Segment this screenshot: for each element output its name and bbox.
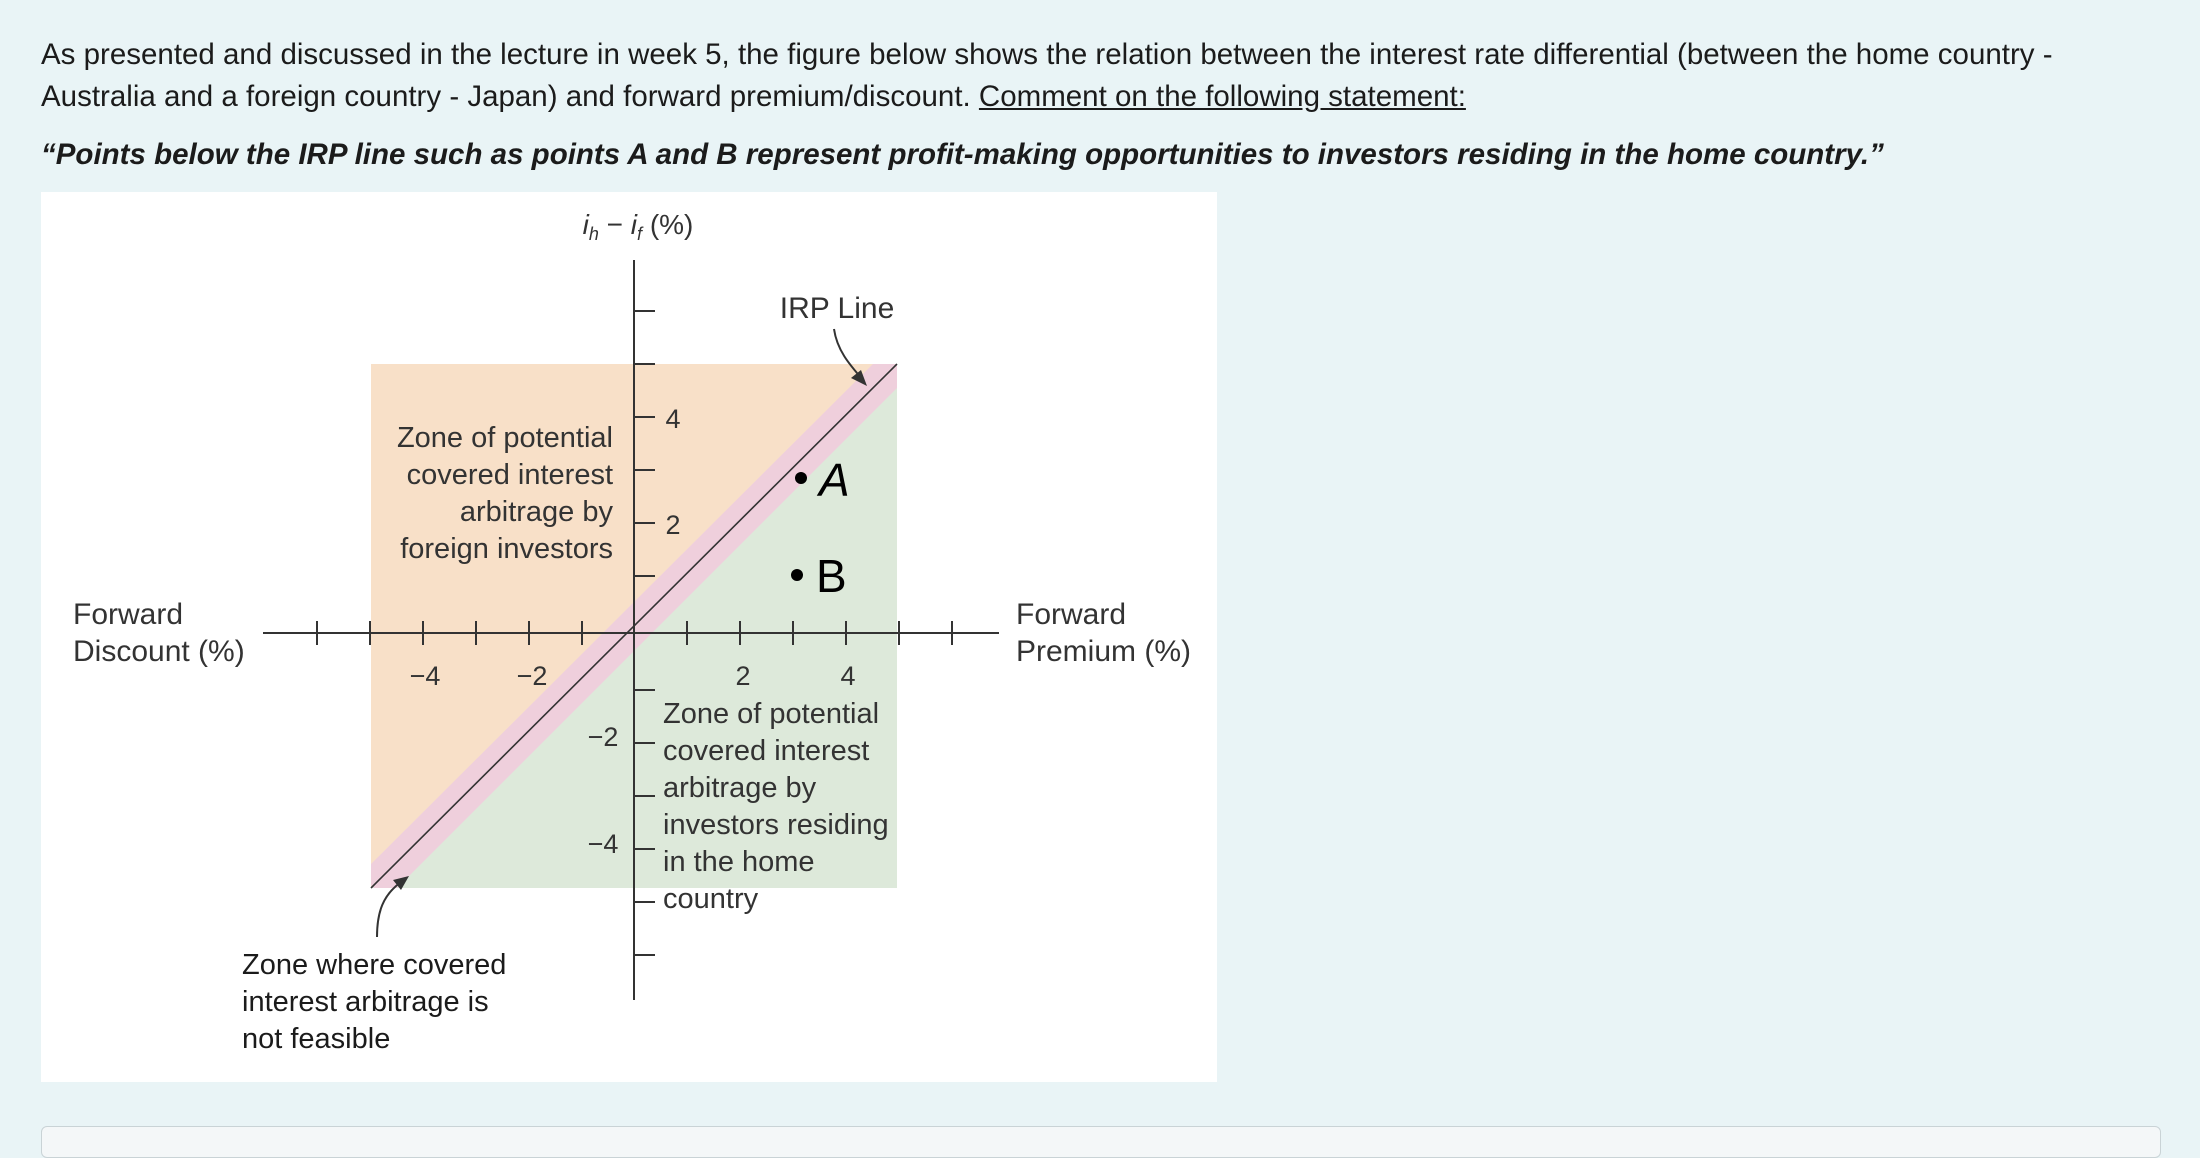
point-a-dot	[795, 472, 807, 484]
comment-statement-link: Comment on the following statement:	[978, 80, 1466, 113]
forward-discount-label: Discount (%)	[73, 635, 245, 668]
irp-line-label: IRP Line	[779, 292, 895, 325]
zone-not-feasible-text: interest arbitrage is	[242, 986, 489, 1018]
x-tick-label: 2	[735, 661, 751, 691]
zone-home-text: Zone of potential	[663, 698, 880, 730]
answer-box[interactable]	[41, 1126, 2161, 1158]
forward-premium-label: Forward	[1016, 598, 1127, 631]
y-tick-label: −4	[587, 829, 619, 859]
question-body: As presented and discussed in the lecture in week 5, the figure below shows the relation between the interest rate differential (between the home country - Australia and a foreign country - Japan) and forward premium/discount.	[41, 38, 2053, 113]
zone-not-feasible-text: Zone where covered	[242, 949, 507, 981]
zone-home-text: arbitrage by	[663, 772, 817, 804]
zone-not-feasible-text: not feasible	[242, 1023, 391, 1055]
y-tick-label: −2	[587, 722, 619, 752]
zone-home-text: in the home	[663, 846, 815, 878]
zone-foreign-text: Zone of potential	[396, 422, 613, 454]
forward-discount-label: Forward	[73, 598, 184, 631]
quoted-statement: “Points below the IRP line such as points A and B represent profit-making opportunities to investors residing in the home country.”	[41, 138, 1884, 171]
point-a-label: A	[819, 454, 850, 506]
zone-foreign-text: foreign investors	[400, 533, 613, 565]
not-feasible-pointer	[377, 882, 401, 937]
forward-premium-label: Premium (%)	[1016, 635, 1192, 668]
irp-diagram	[41, 192, 1217, 1082]
y-axis-title: $i_h - i_f$ (%)	[582, 209, 694, 244]
point-b-label: B	[816, 550, 847, 602]
x-tick-label: −2	[516, 661, 548, 691]
zone-home-text: investors residing	[663, 809, 889, 841]
zone-foreign-text: covered interest	[406, 459, 613, 491]
y-tick-label: 4	[665, 404, 681, 434]
irp-figure	[41, 192, 1217, 1082]
y-tick-label: 2	[665, 510, 681, 540]
x-tick-label: 4	[840, 661, 856, 691]
zone-home-text: covered interest	[663, 735, 870, 767]
point-b-dot	[791, 569, 803, 581]
zone-home-text: country	[663, 883, 759, 915]
x-tick-label: −4	[409, 661, 441, 691]
zone-foreign-text: arbitrage by	[459, 496, 613, 528]
question-text	[41, 34, 2171, 118]
